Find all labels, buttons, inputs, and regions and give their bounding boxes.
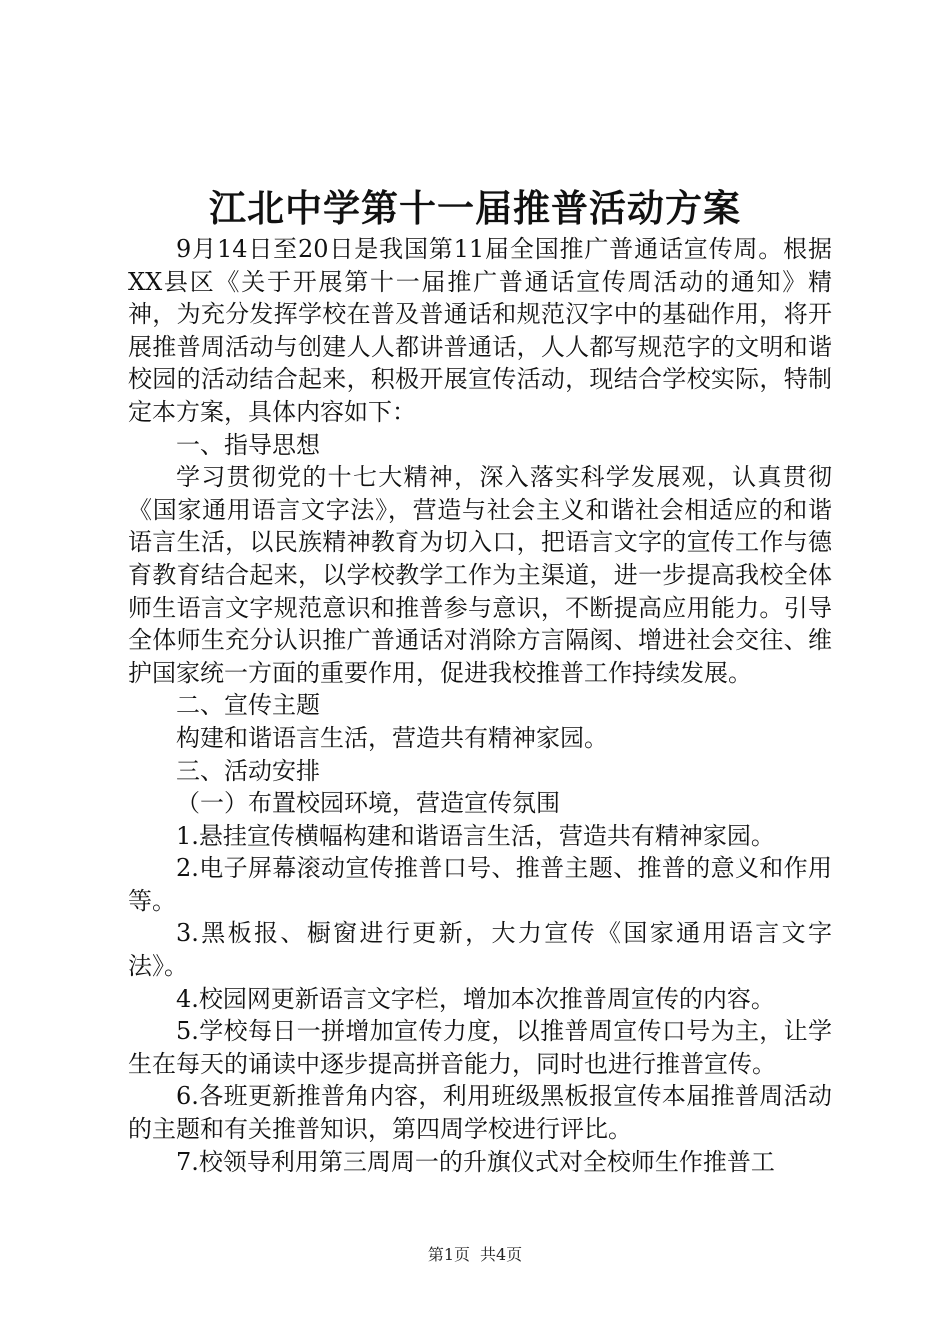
page-number: 第1页 (427, 1245, 470, 1264)
theme-paragraph: 构建和谐语言生活，营造共有精神家园。 (176, 723, 608, 752)
page-total: 共4页 (480, 1245, 523, 1264)
page-footer (0, 1245, 950, 1265)
section-heading-theme: 二、宣传主题 (176, 691, 320, 720)
list-item: 5.学校每日一拼增加宣传力度，以推普周宣传口号为主，让学生在每天的诵读中逐步提高拼音能力，同时也进行推普宣传。 (128, 1017, 832, 1078)
list-item: 2.电子屏幕滚动宣传推普口号、推普主题、推普的意义和作用等。 (128, 854, 832, 915)
document-title: 江北中学第十一届推普活动方案 (209, 186, 741, 230)
list-item: 1.悬挂宣传横幅构建和谐语言生活，营造共有精神家园。 (176, 821, 775, 850)
section-heading-arrangement: 三、活动安排 (176, 756, 320, 785)
list-item: 4.校园网更新语言文字栏，增加本次推普周宣传的内容。 (176, 984, 775, 1013)
list-item: 7.校领导利用第三周周一的升旗仪式对全校师生作推普工 (176, 1147, 775, 1176)
subsection-heading-environment: （一）布置校园环境，营造宣传氛围 (176, 789, 560, 818)
section-heading-guiding-thought: 一、指导思想 (176, 430, 320, 459)
list-item: 3.黑板报、橱窗进行更新，大力宣传《国家通用语言文字法》。 (128, 919, 832, 981)
list-item: 6.各班更新推普角内容，利用班级黑板报宣传本届推普周活动的主题和有关推普知识，第四周学校进行评比。 (128, 1082, 832, 1144)
document-body (128, 233, 832, 1178)
guiding-thought-paragraph: 学习贯彻党的十七大精神，深入落实科学发展观，认真贯彻《国家通用语言文字法》，营造与社会主义和谐社会相适应的和谐语言生活，以民族精神教育为切入口，把语言文字的宣传工作与德育教育结合起来，以学校教学工作为主渠道，进一步提高我校全体师生语言文字规范意识和推普参与意识，不断提高应用能力。引导全体师生充分认识推广普通话对消除方言隔阂、增进社会交往、维护国家统一方面的重要作用，促进我校推普工作持续发展。 (128, 463, 832, 687)
intro-paragraph: 9月14日至20日是我国第11届全国推广普通话宣传周。根据XX县区《关于开展第十一届推广普通话宣传周活动的通知》精神，为充分发挥学校在普及普通话和规范汉字中的基础作用，将开展推普周活动与创建人人都讲普通话，人人都写规范字的文明和谐校园的活动结合起来，积极开展宣传活动，现结合学校实际，特制定本方案，具体内容如下： (128, 235, 832, 426)
